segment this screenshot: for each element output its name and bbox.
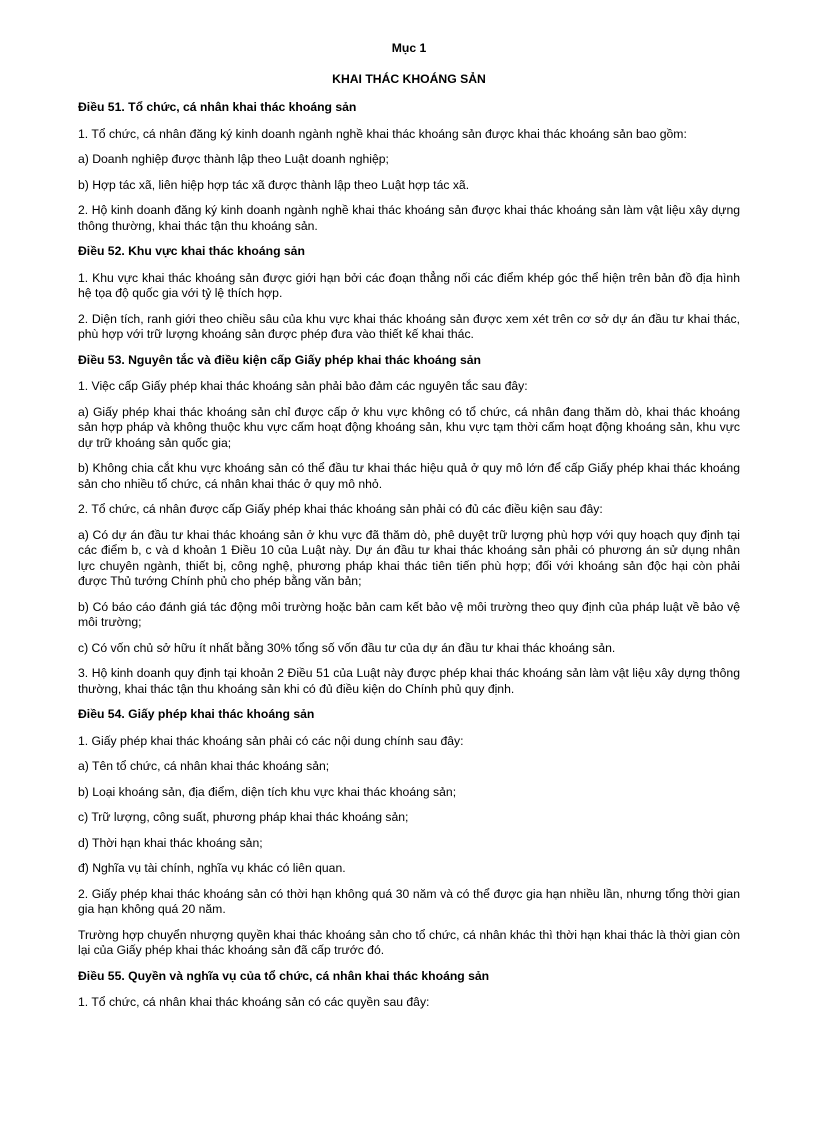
- paragraph: d) Thời hạn khai thác khoáng sản;: [78, 835, 263, 850]
- paragraph: b) Hợp tác xã, liên hiệp hợp tác xã được thành lập theo Luật hợp tác xã.: [78, 177, 470, 192]
- paragraph: 1. Tổ chức, cá nhân khai thác khoáng sản có các quyền sau đây:: [78, 995, 430, 1009]
- article-heading: Điều 53. Nguyên tắc và điều kiện cấp Giấy phép khai thác khoáng sản: [78, 352, 481, 367]
- paragraph: c) Trữ lượng, công suất, phương pháp khai thác khoáng sản;: [78, 810, 409, 824]
- article-heading: Điều 55. Quyền và nghĩa vụ của tổ chức, cá nhân khai thác khoáng sản: [78, 968, 490, 983]
- paragraph: a) Có dự án đầu tư khai thác khoáng sản ở khu vực đã thăm dò, phê duyệt trữ lượng phù hợp với quy hoạch quy định tại các điểm b, c và d khoản 1 Điều 10 của Luật này. Dự án đầu tư khai thác khoáng sản phải có phương án sử dụng nhân lực chuyên ngành, thiết bị, công nghệ, phương pháp khai thác tiên tiến phù hợp; đối với khoáng sản độc hại còn phải được Thủ tướng Chính phủ cho phép bằng văn bản;: [78, 527, 740, 588]
- paragraph: 1. Giấy phép khai thác khoáng sản phải có các nội dung chính sau đây:: [78, 733, 464, 748]
- document-body: [78, 41, 740, 1021]
- paragraph: đ) Nghĩa vụ tài chính, nghĩa vụ khác có liên quan.: [78, 861, 346, 875]
- section-title: KHAI THÁC KHOÁNG SẢN: [332, 71, 486, 86]
- article-heading: Điều 51. Tổ chức, cá nhân khai thác khoáng sản: [78, 100, 357, 114]
- paragraph: c) Có vốn chủ sở hữu ít nhất bằng 30% tổng số vốn đầu tư của dự án đầu tư khai thác khoáng sản.: [78, 640, 616, 655]
- paragraph: b) Không chia cắt khu vực khoáng sản có thể đầu tư khai thác hiệu quả ở quy mô lớn để cấp Giấy phép khai thác khoáng sản cho nhiều tổ chức, cá nhân khai thác ở quy mô nhỏ.: [78, 461, 740, 491]
- paragraph: a) Doanh nghiệp được thành lập theo Luật doanh nghiệp;: [78, 152, 389, 166]
- paragraph: 1. Việc cấp Giấy phép khai thác khoáng sản phải bảo đảm các nguyên tắc sau đây:: [78, 379, 528, 393]
- paragraph: 1. Khu vực khai thác khoáng sản được giới hạn bởi các đoạn thẳng nối các điểm khép góc thể hiện trên bản đồ địa hình hệ tọa độ quốc gia với tỷ lệ thích hợp.: [78, 270, 740, 300]
- paragraph: 2. Tổ chức, cá nhân được cấp Giấy phép khai thác khoáng sản phải có đủ các điều kiện sau đây:: [78, 502, 603, 516]
- paragraph: 1. Tổ chức, cá nhân đăng ký kinh doanh ngành nghề khai thác khoáng sản được khai thác khoáng sản bao gồm:: [78, 126, 687, 141]
- paragraph: 2. Giấy phép khai thác khoáng sản có thời hạn không quá 30 năm và có thể được gia hạn nhiều lần, nhưng tổng thời gian gia hạn không quá 20 năm.: [78, 886, 740, 916]
- paragraph: b) Có báo cáo đánh giá tác động môi trường hoặc bản cam kết bảo vệ môi trường theo quy định của pháp luật về bảo vệ môi trường;: [78, 599, 740, 629]
- article-heading: Điều 54. Giấy phép khai thác khoáng sản: [78, 707, 315, 721]
- paragraph: 2. Diện tích, ranh giới theo chiều sâu của khu vực khai thác khoáng sản được xem xét trên cơ sở dự án đầu tư khai thác, phù hợp với trữ lượng khoáng sản được phép đưa vào thiết kế khai thác.: [78, 311, 740, 341]
- paragraph: Trường hợp chuyển nhượng quyền khai thác khoáng sản cho tổ chức, cá nhân khác thì thời hạn khai thác là thời gian còn lại của Giấy phép khai thác khoáng sản đã cấp trước đó.: [78, 927, 740, 957]
- section-number: Mục 1: [391, 41, 427, 55]
- paragraph: a) Tên tổ chức, cá nhân khai thác khoáng sản;: [78, 759, 330, 773]
- paragraph: 3. Hộ kinh doanh quy định tại khoản 2 Điều 51 của Luật này được phép khai thác khoáng sản làm vật liệu xây dựng thông thường, khai thác tận thu khoáng sản khi có đủ điều kiện do Chính phủ quy định.: [78, 666, 740, 696]
- article-heading: Điều 52. Khu vực khai thác khoáng sản: [78, 244, 305, 258]
- paragraph: a) Giấy phép khai thác khoáng sản chỉ được cấp ở khu vực không có tổ chức, cá nhân đang thăm dò, khai thác khoáng sản hợp pháp và không thuộc khu vực cấm hoạt động khoáng sản, khu vực tạm thời cấm hoạt động khoáng sản, khu vực dự trữ khoáng sản quốc gia;: [78, 404, 740, 450]
- paragraph: b) Loại khoáng sản, địa điểm, diện tích khu vực khai thác khoáng sản;: [78, 784, 457, 799]
- paragraph: 2. Hộ kinh doanh đăng ký kinh doanh ngành nghề khai thác khoáng sản được khai thác khoáng sản làm vật liệu xây dựng thông thường, khai thác tận thu khoáng sản.: [78, 203, 740, 233]
